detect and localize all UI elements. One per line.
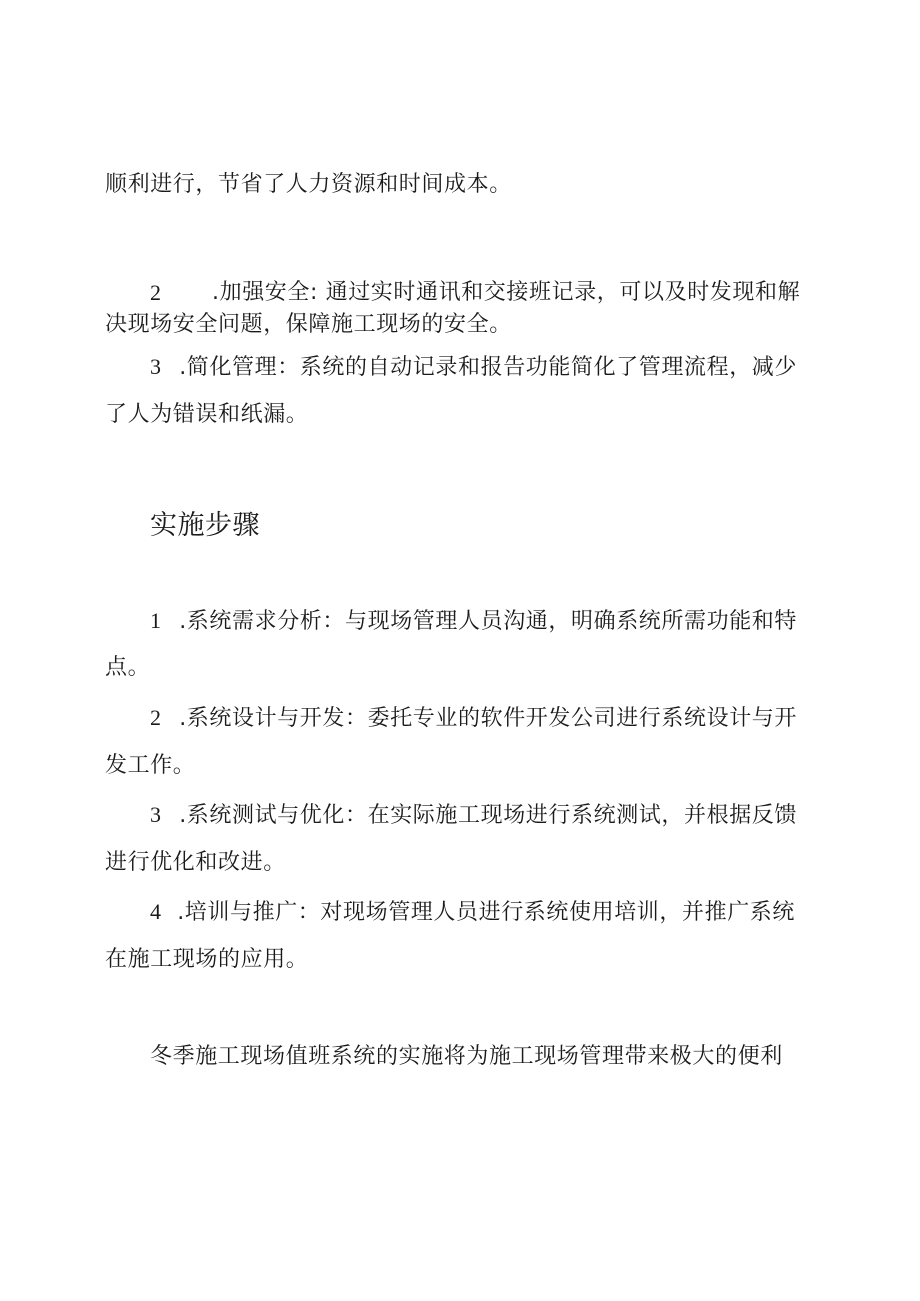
list-separator: . bbox=[179, 803, 187, 828]
list-number: 3 bbox=[150, 802, 162, 827]
list-separator: . bbox=[179, 355, 187, 380]
step-item-text-line2: 发工作。 bbox=[105, 753, 196, 778]
benefit-item-text-line2: 决现场安全问题，保障施工现场的安全。 bbox=[105, 312, 512, 337]
step-item bbox=[150, 606, 797, 637]
section-heading: 实施步骤 bbox=[150, 510, 260, 541]
step-item bbox=[150, 800, 797, 831]
benefit-item-text bbox=[212, 278, 800, 308]
list-separator: . bbox=[179, 609, 187, 634]
list-number: 2 bbox=[150, 705, 162, 730]
list-text-line1: 简化管理：系统的自动记录和报告功能简化了管理流程，减少 bbox=[186, 355, 797, 380]
list-number: 1 bbox=[150, 608, 162, 633]
list-number: 2 bbox=[150, 280, 162, 305]
list-separator: . bbox=[179, 706, 187, 731]
step-item bbox=[150, 703, 797, 734]
step-item-text-line2: 进行优化和改进。 bbox=[105, 850, 286, 875]
benefit-item-text-line2: 了人为错误和纸漏。 bbox=[105, 402, 309, 427]
step-item bbox=[150, 897, 795, 928]
closing-paragraph: 冬季施工现场值班系统的实施将为施工现场管理带来极大的便利 bbox=[150, 1044, 783, 1069]
list-text-line1: 系统需求分析：与现场管理人员沟通，明确系统所需功能和特 bbox=[186, 609, 797, 634]
benefit-item bbox=[150, 352, 797, 383]
list-number: 3 bbox=[150, 354, 162, 379]
list-separator: . bbox=[212, 280, 220, 305]
list-text-line1: 系统设计与开发：委托专业的软件开发公司进行系统设计与开 bbox=[186, 706, 797, 731]
benefit-item-number bbox=[150, 278, 162, 309]
paragraph-continuation: 顺利进行，节省了人力资源和时间成本。 bbox=[105, 172, 512, 197]
list-text-line1: 培训与推广：对现场管理人员进行系统使用培训，并推广系统 bbox=[184, 900, 795, 925]
list-separator: . bbox=[177, 900, 185, 925]
list-number: 4 bbox=[150, 899, 162, 924]
list-text-line1: 系统测试与优化：在实际施工现场进行系统测试，并根据反馈 bbox=[186, 803, 797, 828]
list-text-line1: 加强安全: 通过实时通讯和交接班记录，可以及时发现和解 bbox=[219, 280, 801, 305]
step-item-text-line2: 点。 bbox=[105, 655, 151, 680]
step-item-text-line2: 在施工现场的应用。 bbox=[105, 947, 309, 972]
